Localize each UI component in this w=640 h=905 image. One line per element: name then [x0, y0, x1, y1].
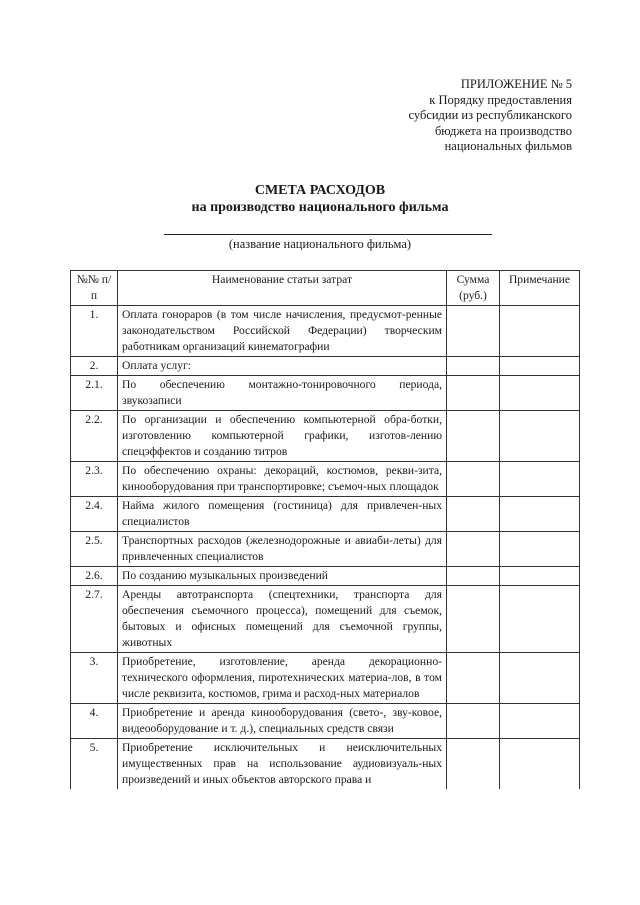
row-note-cell	[500, 653, 580, 704]
appendix-number: ПРИЛОЖЕНИЕ № 5	[460, 77, 572, 91]
row-note-cell	[500, 532, 580, 567]
row-sum-cell	[447, 653, 500, 704]
table-row	[71, 497, 580, 532]
film-name-caption: (название национального фильма)	[228, 237, 412, 251]
header-num: №№ п/п	[71, 271, 118, 306]
row-name: Приобретение исключительных и неисключительных имущественных прав на использование аудиовизуаль-ных произведений и иных объектов авторского права и	[118, 739, 447, 790]
header-name: Наименование статьи затрат	[118, 271, 447, 306]
row-note-cell	[500, 586, 580, 653]
table-row	[71, 357, 580, 376]
table-row	[71, 586, 580, 653]
table-row	[71, 567, 580, 586]
film-name-line	[164, 234, 492, 235]
header-sum: Сумма (руб.)	[447, 271, 500, 306]
row-name: Приобретение, изготовление, аренда декорационно-технического оформления, пиротехнических материа-лов, в том числе реквизита, костюмов, грима и расход-ных материалов	[118, 653, 447, 704]
table-row	[71, 739, 580, 790]
row-num: 2.5.	[71, 532, 118, 567]
table-row	[71, 532, 580, 567]
row-sum-cell	[447, 306, 500, 357]
row-note-cell	[500, 462, 580, 497]
title-sub: на производство национального фильма	[191, 200, 449, 215]
table-row	[71, 462, 580, 497]
appendix-ref-line: субсидии из республиканского	[408, 108, 572, 122]
row-note-cell	[500, 497, 580, 532]
row-sum-cell	[447, 357, 500, 376]
estimate-table	[70, 270, 580, 789]
row-num: 3.	[71, 653, 118, 704]
appendix-ref-line: к Порядку предоставления	[429, 92, 572, 107]
row-sum-cell	[447, 497, 500, 532]
row-note-cell	[500, 739, 580, 790]
row-note-cell	[500, 376, 580, 411]
row-name: Оплата услуг:	[118, 357, 447, 376]
row-num: 2.3.	[71, 462, 118, 497]
row-name: Приобретение и аренда кинооборудования (свето-, зву-ковое, видеооборудование и т. д.), специальных средств связи	[118, 704, 447, 739]
table-row	[71, 306, 580, 357]
row-name: По организации и обеспечению компьютерной обра-ботки, изготовлению компьютерной графики, изготов-лению спецэффектов и созданию титров	[118, 411, 447, 462]
row-num: 2.7.	[71, 586, 118, 653]
table-row	[71, 411, 580, 462]
table-row	[71, 376, 580, 411]
document-title	[0, 182, 640, 216]
table-row	[71, 704, 580, 739]
row-sum-cell	[447, 376, 500, 411]
row-num: 4.	[71, 704, 118, 739]
row-note-cell	[500, 704, 580, 739]
table-row	[71, 653, 580, 704]
table-header-row	[71, 271, 580, 306]
appendix-ref-line: бюджета на производство	[434, 123, 572, 138]
row-name: По обеспечению монтажно-тонировочного периода, звукозаписи	[118, 376, 447, 411]
row-sum-cell	[447, 411, 500, 462]
row-num: 2.4.	[71, 497, 118, 532]
row-name: Найма жилого помещения (гостиница) для привлечен-ных специалистов	[118, 497, 447, 532]
row-num: 2.1.	[71, 376, 118, 411]
row-num: 2.6.	[71, 567, 118, 586]
row-note-cell	[500, 306, 580, 357]
row-num: 2.	[71, 357, 118, 376]
header-note: Примечание	[500, 271, 580, 306]
row-note-cell	[500, 357, 580, 376]
row-note-cell	[500, 411, 580, 462]
row-name: Транспортных расходов (железнодорожные и авиаби-леты) для привлеченных специалистов	[118, 532, 447, 567]
row-note-cell	[500, 567, 580, 586]
row-name: По обеспечению охраны: декораций, костюмов, рекви-зита, кинооборудования при транспортировке; съемоч-ных площадок	[118, 462, 447, 497]
row-name: Аренды автотранспорта (спецтехники, транспорта для обеспечения съемочного процесса), помещений для съемок, бытовых и офисных помещений для съемочной группы, животных	[118, 586, 447, 653]
row-sum-cell	[447, 704, 500, 739]
row-sum-cell	[447, 739, 500, 790]
title-main: СМЕТА РАСХОДОВ	[254, 183, 386, 198]
appendix-ref-line: национальных фильмов	[444, 139, 572, 153]
row-name: Оплата гонораров (в том числе начисления, предусмот-ренные законодательством Российской Федерации) творческим работникам организаций кинематографии	[118, 306, 447, 357]
row-num: 5.	[71, 739, 118, 790]
row-sum-cell	[447, 586, 500, 653]
row-num: 1.	[71, 306, 118, 357]
row-name: По созданию музыкальных произведений	[118, 567, 447, 586]
row-num: 2.2.	[71, 411, 118, 462]
appendix-header	[312, 77, 572, 155]
row-sum-cell	[447, 532, 500, 567]
row-sum-cell	[447, 462, 500, 497]
row-sum-cell	[447, 567, 500, 586]
